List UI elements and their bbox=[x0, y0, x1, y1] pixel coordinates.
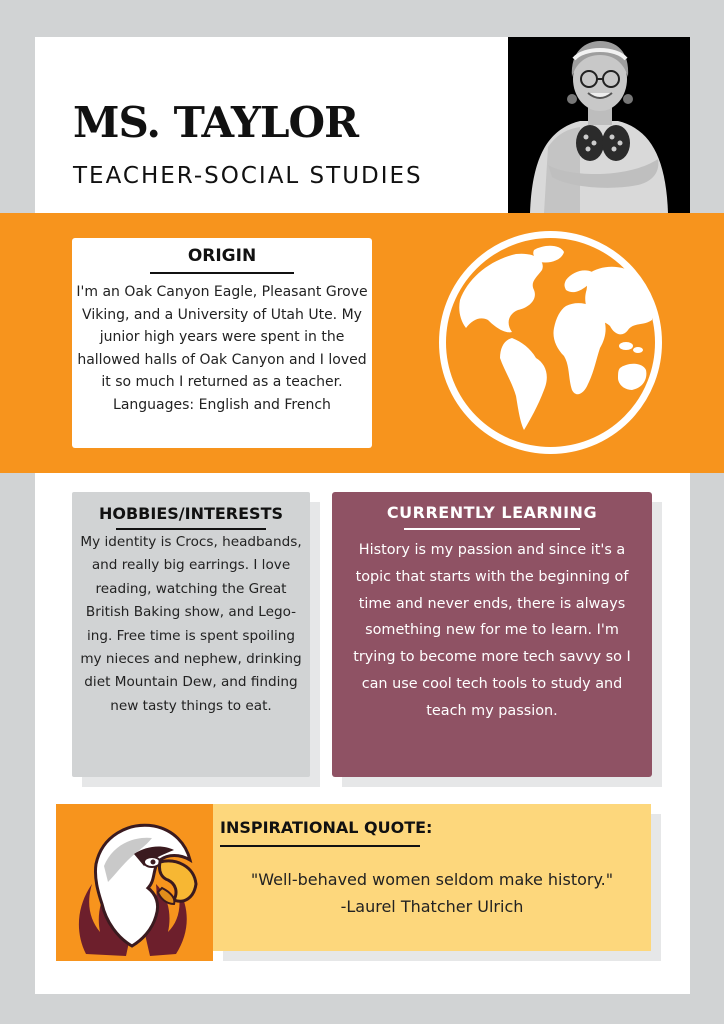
origin-card bbox=[72, 238, 372, 448]
eagle-mascot-icon bbox=[56, 804, 213, 961]
quote-text: "Well-behaved women seldom make history." bbox=[250, 870, 614, 889]
origin-text: I'm an Oak Canyon Eagle, Pleasant Grove Viking, and a University of Utah Ute. My junior high years were spent in the hallowed halls of Oak Canyon and I loved it so much I returned as a teacher. Languages: English and French bbox=[76, 284, 368, 413]
hobbies-underline bbox=[116, 528, 266, 530]
quote-author: -Laurel Thatcher Ulrich bbox=[340, 897, 524, 916]
hobbies-title: HOBBIES/INTERESTS bbox=[98, 504, 284, 523]
portrait-image bbox=[508, 37, 690, 213]
quote-title: INSPIRATIONAL QUOTE: bbox=[220, 818, 433, 837]
hobbies-card bbox=[72, 492, 310, 777]
quote-underline bbox=[220, 845, 420, 847]
origin-underline bbox=[150, 272, 294, 274]
teacher-photo bbox=[508, 37, 690, 213]
origin-title: ORIGIN bbox=[187, 246, 257, 266]
globe-icon bbox=[438, 230, 663, 455]
learning-text: History is my passion and since it's a topic that starts with the beginning of time and never ends, there is always something new for me to learn. I'm trying to become more tech savvy so I can use cool tech tools to study and teach my passion. bbox=[353, 542, 631, 719]
mascot-box bbox=[56, 804, 213, 961]
teacher-role: TEACHER-SOCIAL STUDIES bbox=[73, 163, 423, 189]
teacher-name: MS. TAYLOR bbox=[73, 98, 359, 147]
learning-underline bbox=[404, 528, 580, 530]
quote-body bbox=[213, 866, 651, 920]
learning-title: CURRENTLY LEARNING bbox=[386, 503, 598, 522]
learning-card bbox=[332, 492, 652, 777]
hobbies-text: My identity is Crocs, headbands, and really big earrings. I love reading, watching the Great British Baking show, and Lego-ing. Free time is spent spoiling my nieces and nephew, drinking diet Mountain Dew, and finding new tasty things to eat. bbox=[80, 534, 302, 714]
